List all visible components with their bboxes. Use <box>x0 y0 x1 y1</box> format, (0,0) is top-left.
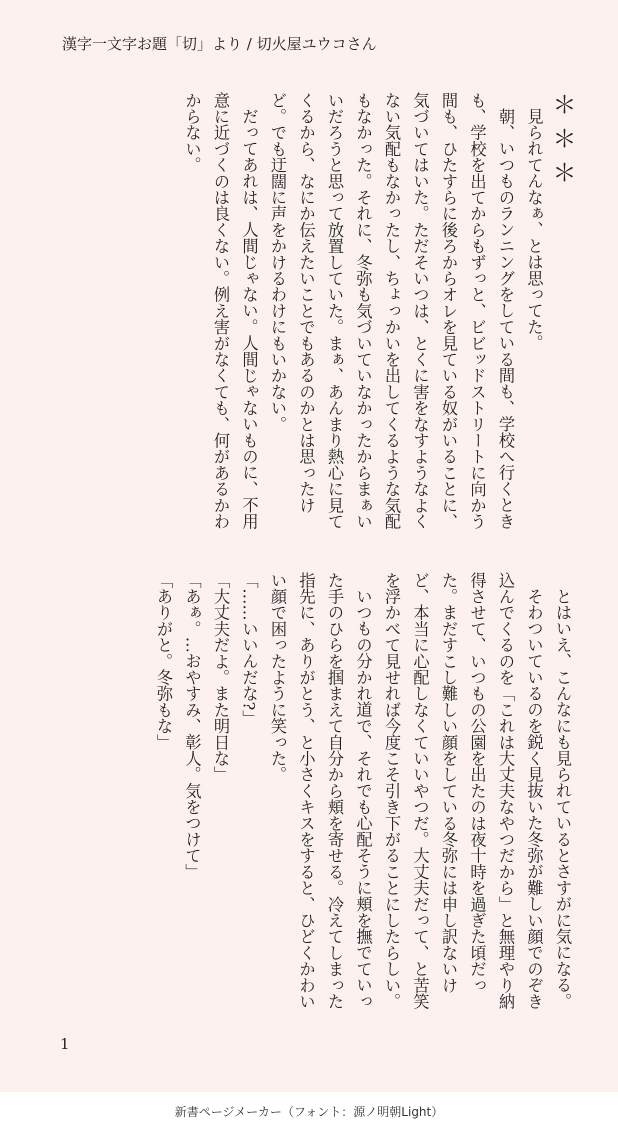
footer-credit: 新書ページメーカー（フォント：源ノ明朝Light） <box>0 1092 618 1132</box>
paragraph: 見られてんなぁ、とは思ってた。 <box>524 108 544 352</box>
text-column-top <box>177 92 576 537</box>
dialogue-line: 「あぁ。…おやすみ、彰人。気をつけて」 <box>182 572 202 880</box>
dialogue-line: 「……いいんだな?」 <box>239 572 259 727</box>
dialogue-line: 「大丈夫だよ。また明日な」 <box>211 572 230 783</box>
text-column-bottom <box>149 572 577 1017</box>
paragraph: そわついているのを鋭く見抜いた冬弥が難しい顔でのぞき込んでくるのを「これは大丈夫なやつだから」と無理やり納得させて、いつもの公園を出たのは夜十時を過ぎた頃だった。まだすこし難しい顔をしている冬弥には申し訳ないけど、本当に心配しなくていいやつだ。大丈夫だって、と苦笑を浮かべて見せれば今度こそ引き下がることにしたらしい。 <box>382 572 544 1010</box>
paragraph: とはいえ、こんなにも見られているとさすがに気になる。 <box>553 588 572 1010</box>
page-number: 1 <box>60 1035 70 1053</box>
paragraph: いつもの分かれ道で、それでも心配そうに頬を撫でていった手のひらを掴まえて自分から頬を寄せる。冷えてしまった指先に、ありがとう、と小さくキスをすると、ひどくかわいい顔で困ったように笑った。 <box>268 572 373 1010</box>
paragraph: だってあれは、人間じゃない。人間じゃないものに、不用意に近づくのは良くない。例え害がなくても、何があるかわからない。 <box>182 92 259 530</box>
paragraph: 朝、いつものランニングをしている間も、学校へ行くときも、学校を出てからもずっと、ビビッドストリートに向かう間も、ひたすらに後ろからオレを見ている奴がいることに、気づいてはいた。ただそいつは、とくに害をなすようなよくない気配もなかったし、ちょっかいを出してくるような気配もなかった。それに、冬弥も気づいていなかったからまぁいいだろうと思って放置していた。まぁ、あんまり熱心に見てくるから、なにか伝えたいことでもあるのかとは思ったけど。でも迂闊に声をかけるわけにもいかない。 <box>268 92 515 530</box>
scene-break-stars: ＊＊＊ <box>548 92 576 194</box>
page-header-title: 漢字一文字お題「切」より / 切火屋ユウコさん <box>62 35 377 53</box>
dialogue-line: 「ありがと。冬弥もな」 <box>154 572 173 751</box>
